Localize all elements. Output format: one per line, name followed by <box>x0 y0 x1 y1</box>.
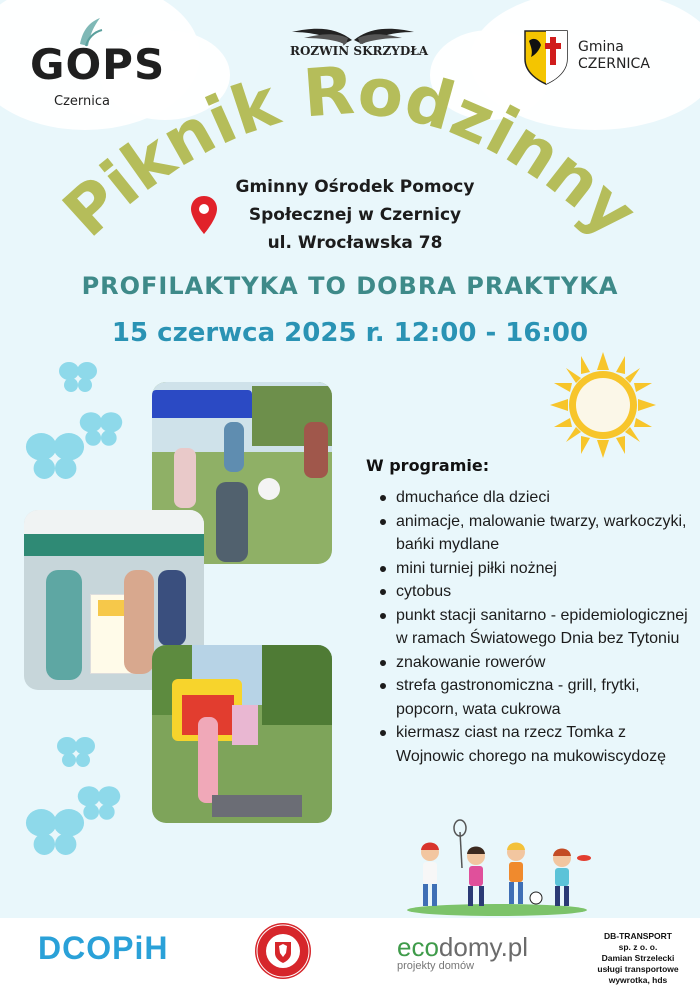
photo-bouncy-castle <box>152 645 332 823</box>
kids-playing-illustration <box>402 818 592 918</box>
db-transport-line: Damian Strzelecki <box>601 953 675 963</box>
gmina-label: Gmina <box>578 39 624 55</box>
sun-icon <box>548 350 658 460</box>
butterfly-icon <box>24 430 86 482</box>
gmina-name: CZERNICA <box>578 56 650 72</box>
address-line-3: ul. Wrocławska 78 <box>267 233 443 253</box>
program-item: mini turniej piłki nożnej <box>378 557 688 581</box>
rozwin-skrzydla-label: ROZWIŃ SKRZYDŁA <box>290 44 429 58</box>
slogan: PROFILAKTYKA TO DOBRA PRAKTYKA <box>81 272 619 300</box>
dcopih-logo-text: DCOPiH <box>38 930 169 966</box>
butterfly-icon <box>58 360 98 394</box>
program-item: animacje, malowanie twarzy, warkoczyki, bańki mydlane <box>378 510 688 557</box>
program-item: punkt stacji sanitarno - epidemiologicznej w ramach Światowego Dnia bez Tytoniu <box>378 604 688 651</box>
ecodomy-logo-part: domy.pl <box>438 932 529 962</box>
event-date: 15 czerwca 2025 r. 12:00 - 16:00 <box>111 318 589 348</box>
address-line-2: Społecznej w Czernicy <box>248 205 462 225</box>
ecodomy-tagline: projekty domów <box>397 960 475 972</box>
db-transport-line: usługi transportowe <box>597 964 679 974</box>
db-transport-line: DB-TRANSPORT <box>604 931 672 941</box>
gops-title: GOPS <box>30 40 166 89</box>
sanitary-inspection-seal-icon <box>254 922 312 980</box>
address-line-1: Gminny Ośrodek Pomocy <box>235 177 475 197</box>
gops-subtitle: Czernica <box>54 94 110 109</box>
program-item: cytobus <box>378 580 688 604</box>
ecodomy-logo-part: eco <box>397 932 439 962</box>
program-heading: W programie: <box>366 456 490 475</box>
db-transport-line: wywrotka, hds <box>608 975 668 985</box>
program-item: znakowanie rowerów <box>378 651 688 675</box>
program-item: strefa gastronomiczna - grill, frytki, popcorn, wata cukrowa <box>378 674 688 721</box>
title-arc <box>0 0 700 270</box>
page-title: Piknik Rodzinny <box>48 52 652 252</box>
program-item: dmuchańce dla dzieci <box>378 486 688 510</box>
program-item: kiermasz ciast na rzecz Tomka z Wojnowic chorego na mukowiscydozę <box>378 721 688 768</box>
ecodomy-logo <box>397 932 528 963</box>
butterfly-icon <box>56 735 96 769</box>
butterfly-icon <box>24 806 86 858</box>
db-transport-line: sp. z o. o. <box>618 942 658 952</box>
program-list <box>378 486 688 768</box>
